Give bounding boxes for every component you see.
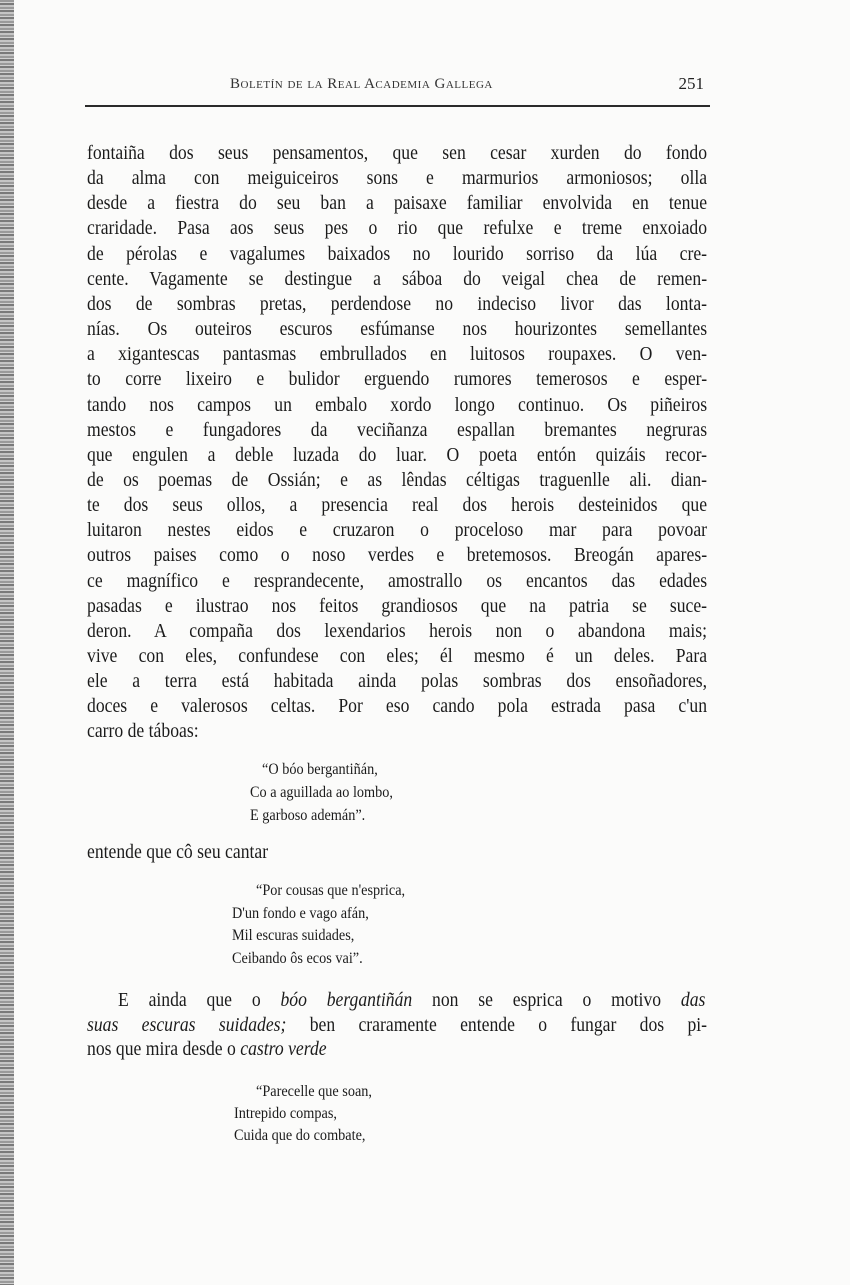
text-line: de pérolas e vagalumes baixados no lourido sorriso da lúa cre- <box>87 242 708 265</box>
italic-text: suas escuras suidades; <box>87 1013 287 1036</box>
text-line: vive con eles, confundese con eles; él mesmo é un deles. Para <box>87 645 708 667</box>
text-line: fontaiña dos seus pensamentos, que sen cesar xurden do fondo <box>87 142 708 164</box>
text-line: luitaron nestes eidos e cruzaron o proceloso mar para povoar <box>87 519 708 542</box>
text-span: E ainda que o <box>118 989 281 1011</box>
text-line: carro de táboas: <box>87 720 199 743</box>
text-span: nos que mira desde o <box>87 1038 241 1060</box>
verse-line: “Parecelle que soan, <box>256 1083 373 1100</box>
text-line: te dos seus ollos, a presencia real dos herois desteinidos que <box>87 494 708 517</box>
text-line: mestos e fungadores da veciñanza espallan bremantes negruras <box>87 418 708 441</box>
verse-line: Cuida que do combate, <box>234 1127 366 1144</box>
verse-line: D'un fondo e vago afán, <box>232 904 369 922</box>
text-line: ce magnífico e resprandecente, amostrallo os encantos das edades <box>87 569 708 592</box>
text-line: a xigantescas pantasmas embrullados en luitosos roupaxes. O ven- <box>87 343 708 366</box>
text-line <box>87 1013 707 1037</box>
verse-line: “O bóo bergantiñán, <box>262 761 378 778</box>
text-line: to corre lixeiro e bulidor erguendo rumores temerosos e esper- <box>87 368 708 391</box>
verse-line: Co a aguillada ao lombo, <box>250 784 393 801</box>
italic-text: das <box>680 989 706 1011</box>
italic-text: bóo bergantiñán <box>280 989 413 1011</box>
running-header <box>85 74 710 98</box>
text-span: ben craramente entende o fungar dos pi- <box>286 1013 708 1036</box>
text-line: dos de sombras pretas, perdendose no indeciso livor das lonta- <box>87 292 708 315</box>
text-line: da alma con meiguiceiros sons e marmurios armoniosos; olla <box>87 167 708 190</box>
verse-line: E garboso ademán”. <box>250 807 366 824</box>
text-line: tando nos campos un embalo xordo longo continuo. Os piñeiros <box>87 393 708 416</box>
text-line: nías. Os outeiros escuros esfúmanse nos hourizontes semellantes <box>87 318 708 341</box>
verse-line: Mil escuras suidades, <box>232 927 355 945</box>
running-title: Boletín de la Real Academia Gallega <box>230 76 493 92</box>
text-line: deron. A compaña dos lexendarios herois non o abandona mais; <box>87 619 708 642</box>
text-line: entende que cô seu cantar <box>87 841 269 863</box>
text-line: que engulen a deble luzada do luar. O poeta entón quizáis recor- <box>87 443 708 466</box>
text-line: cente. Vagamente se destingue a sáboa do veigal chea de remen- <box>87 267 708 290</box>
text-line: pasadas e ilustrao nos feitos grandiosos que na patria se suce- <box>87 594 708 617</box>
scan-edge <box>0 0 14 1285</box>
text-line: craridade. Pasa aos seus pes o rio que refulxe e treme enxoiado <box>87 217 708 240</box>
page-number: 251 <box>678 74 704 93</box>
text-line <box>118 988 705 1012</box>
text-line: outros paises como o noso verdes e bretemosos. Breogán apares- <box>87 544 708 567</box>
verse-line: Intrepido compas, <box>234 1105 337 1122</box>
header-rule <box>85 105 710 107</box>
verse-line: “Por cousas que n'esprica, <box>256 882 406 899</box>
text-line: desde a fiestra do seu ban a paisaxe familiar envolvida en tenue <box>87 192 708 215</box>
text-line: de os poemas de Ossián; e as lêndas céltigas traguenlle ali. dian- <box>87 468 708 491</box>
italic-text: castro verde <box>240 1038 327 1060</box>
text-line <box>87 1037 707 1061</box>
text-span: non se esprica o motivo <box>412 989 681 1011</box>
text-line: ele a terra está habitada ainda polas sombras dos ensoñadores, <box>87 670 708 693</box>
verse-line: Ceibando ôs ecos vai”. <box>232 950 363 968</box>
text-line: doces e valerosos celtas. Por eso cando pola estrada pasa c'un <box>87 695 708 718</box>
